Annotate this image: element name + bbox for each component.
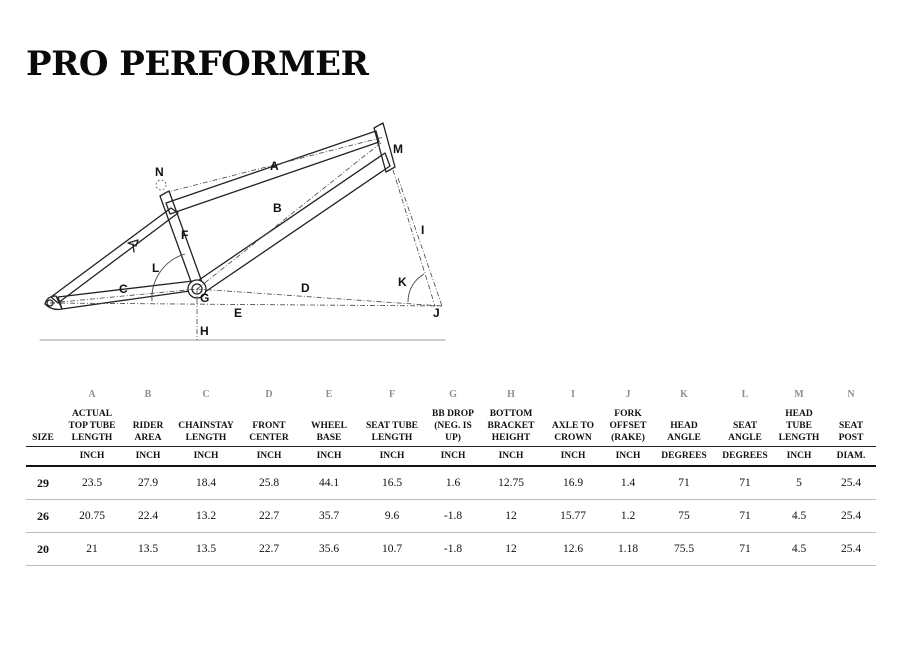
size-header: SIZE [32, 433, 54, 443]
value-cell: 12 [482, 533, 540, 566]
column-header [240, 404, 298, 447]
letter-cell-empty [26, 384, 60, 404]
column-letter: I [571, 388, 575, 400]
value-cell: 16.5 [360, 466, 424, 500]
table-row [26, 500, 876, 533]
column-header-line: LENGTH [71, 433, 113, 443]
column-header-line: FORK [614, 409, 642, 419]
value-cell: 1.18 [606, 533, 650, 566]
value-cell: 12.6 [540, 533, 606, 566]
value-cell: 4.5 [772, 533, 826, 566]
table-row [26, 533, 876, 566]
column-unit: DEGREES [718, 447, 772, 467]
column-letter: A [88, 388, 96, 400]
value-cell: 25.4 [826, 466, 876, 500]
value-cell: 75 [650, 500, 718, 533]
value-cell: 9.6 [360, 500, 424, 533]
column-header-line: LENGTH [185, 433, 227, 443]
value-cell: 35.7 [298, 500, 360, 533]
column-header-line: LENGTH [778, 433, 820, 443]
units-row [26, 447, 876, 467]
column-header-line: BASE [316, 433, 342, 443]
column-header-line: CHAINSTAY [178, 421, 234, 431]
size-cell: 26 [26, 500, 60, 533]
column-header-line: HEAD [670, 421, 698, 431]
unit-cell-empty [26, 447, 60, 467]
column-header-line: RIDER [132, 421, 164, 431]
table-body [26, 466, 876, 566]
value-cell: 10.7 [360, 533, 424, 566]
value-cell: 22.7 [240, 533, 298, 566]
frame-geometry-diagram [0, 110, 460, 350]
value-cell: 1.6 [424, 466, 482, 500]
column-unit: DIAM. [826, 447, 876, 467]
size-cell: 29 [26, 466, 60, 500]
value-cell: 15.77 [540, 500, 606, 533]
value-cell: 44.1 [298, 466, 360, 500]
column-header [124, 404, 172, 447]
value-cell: 13.5 [172, 533, 240, 566]
column-header [360, 404, 424, 447]
value-cell: 25.8 [240, 466, 298, 500]
column-letter: F [388, 388, 396, 400]
value-cell: 12 [482, 500, 540, 533]
size-cell: 20 [26, 533, 60, 566]
value-cell: -1.8 [424, 500, 482, 533]
label-n: N [155, 165, 164, 179]
column-unit: DEGREES [650, 447, 718, 467]
value-cell: 13.5 [124, 533, 172, 566]
value-cell: 71 [718, 533, 772, 566]
column-header-line: SEAT TUBE [365, 421, 418, 431]
column-header-line: AREA [134, 433, 162, 443]
value-cell: 27.9 [124, 466, 172, 500]
column-header-line: TOP TUBE [68, 421, 116, 431]
down-tube [196, 153, 390, 292]
label-c: C [119, 282, 128, 296]
column-letter: D [265, 388, 273, 400]
value-cell: 12.75 [482, 466, 540, 500]
column-header [718, 404, 772, 447]
column-header-line: BB DROP [432, 409, 474, 419]
value-cell: 22.4 [124, 500, 172, 533]
column-header-line: FRONT [252, 421, 286, 431]
column-header [606, 404, 650, 447]
label-f: F [181, 228, 189, 242]
value-cell: 25.4 [826, 533, 876, 566]
table-row [26, 466, 876, 500]
value-cell: 16.9 [540, 466, 606, 500]
column-letter: H [507, 388, 515, 400]
value-cell: 71 [718, 466, 772, 500]
column-unit: INCH [172, 447, 240, 467]
column-header-line: OFFSET [609, 421, 647, 431]
geometry-table [26, 384, 876, 566]
column-letter: M [794, 388, 804, 400]
value-cell: 35.6 [298, 533, 360, 566]
column-header-line: AXLE TO [551, 421, 595, 431]
column-unit: INCH [772, 447, 826, 467]
column-header [424, 404, 482, 447]
column-letter: G [449, 388, 457, 400]
column-letter: K [680, 388, 688, 400]
column-header-line: CROWN [554, 433, 592, 443]
column-header [540, 404, 606, 447]
column-header-line: POST [838, 433, 864, 443]
column-unit: INCH [424, 447, 482, 467]
label-d: D [301, 281, 310, 295]
value-cell: 5 [772, 466, 826, 500]
label-l: L [152, 261, 160, 275]
column-header-line: (NEG. IS [434, 421, 472, 431]
column-letter: E [325, 388, 333, 400]
label-g: G [200, 291, 210, 305]
column-header-line: WHEEL [311, 421, 347, 431]
seat-stay [51, 208, 178, 303]
column-header [772, 404, 826, 447]
label-e: E [234, 306, 243, 320]
column-header-line: CENTER [249, 433, 289, 443]
value-cell: 22.7 [240, 500, 298, 533]
column-unit: INCH [606, 447, 650, 467]
column-letters-row [26, 384, 876, 404]
label-b: B [273, 201, 282, 215]
label-h: H [200, 324, 209, 338]
column-header-line: SEAT [838, 421, 864, 431]
column-header-line: TUBE [786, 421, 812, 431]
column-unit: INCH [360, 447, 424, 467]
column-header [482, 404, 540, 447]
label-k: K [398, 275, 407, 289]
value-cell: 75.5 [650, 533, 718, 566]
value-cell: 1.2 [606, 500, 650, 533]
value-cell: 21 [60, 533, 124, 566]
column-header-line: UP) [445, 433, 461, 443]
value-cell: 20.75 [60, 500, 124, 533]
column-letter: B [144, 388, 152, 400]
value-cell: 25.4 [826, 500, 876, 533]
column-unit: INCH [540, 447, 606, 467]
column-unit: INCH [124, 447, 172, 467]
dim-line-e [50, 303, 442, 306]
column-header [298, 404, 360, 447]
page-title: PRO PERFORMER [26, 44, 369, 84]
label-i: I [421, 223, 425, 237]
value-cell: 4.5 [772, 500, 826, 533]
column-header-line: HEIGHT [491, 433, 531, 443]
column-unit: INCH [298, 447, 360, 467]
label-a: A [270, 159, 279, 173]
dim-line-b [197, 142, 382, 289]
value-cell: 71 [650, 466, 718, 500]
column-header-line: SEAT [732, 421, 758, 431]
column-letter: N [847, 388, 855, 400]
column-letter: C [202, 388, 210, 400]
column-header-line: (RAKE) [611, 433, 645, 443]
value-cell: 1.4 [606, 466, 650, 500]
label-j: J [433, 306, 440, 320]
column-letter: L [741, 388, 749, 400]
column-header-line: BRACKET [487, 421, 535, 431]
head-tube [374, 123, 395, 172]
column-unit: INCH [60, 447, 124, 467]
column-header [826, 404, 876, 447]
column-header-line: HEAD [785, 409, 813, 419]
column-header-line: ANGLE [728, 433, 762, 443]
column-header [172, 404, 240, 447]
column-header-line: ACTUAL [71, 409, 113, 419]
value-cell: 18.4 [172, 466, 240, 500]
head-angle-arc [408, 274, 424, 302]
dim-line-d [197, 289, 442, 306]
seat-post-marker [156, 180, 166, 190]
column-header-row [26, 404, 876, 447]
label-m: M [393, 142, 403, 156]
value-cell: -1.8 [424, 533, 482, 566]
column-header [60, 404, 124, 447]
column-header-line: LENGTH [371, 433, 413, 443]
column-header-line: ANGLE [667, 433, 701, 443]
value-cell: 23.5 [60, 466, 124, 500]
column-unit: INCH [240, 447, 298, 467]
column-unit: INCH [482, 447, 540, 467]
value-cell: 71 [718, 500, 772, 533]
column-header [650, 404, 718, 447]
column-letter: J [625, 388, 631, 400]
value-cell: 13.2 [172, 500, 240, 533]
column-header-line: BOTTOM [489, 409, 533, 419]
